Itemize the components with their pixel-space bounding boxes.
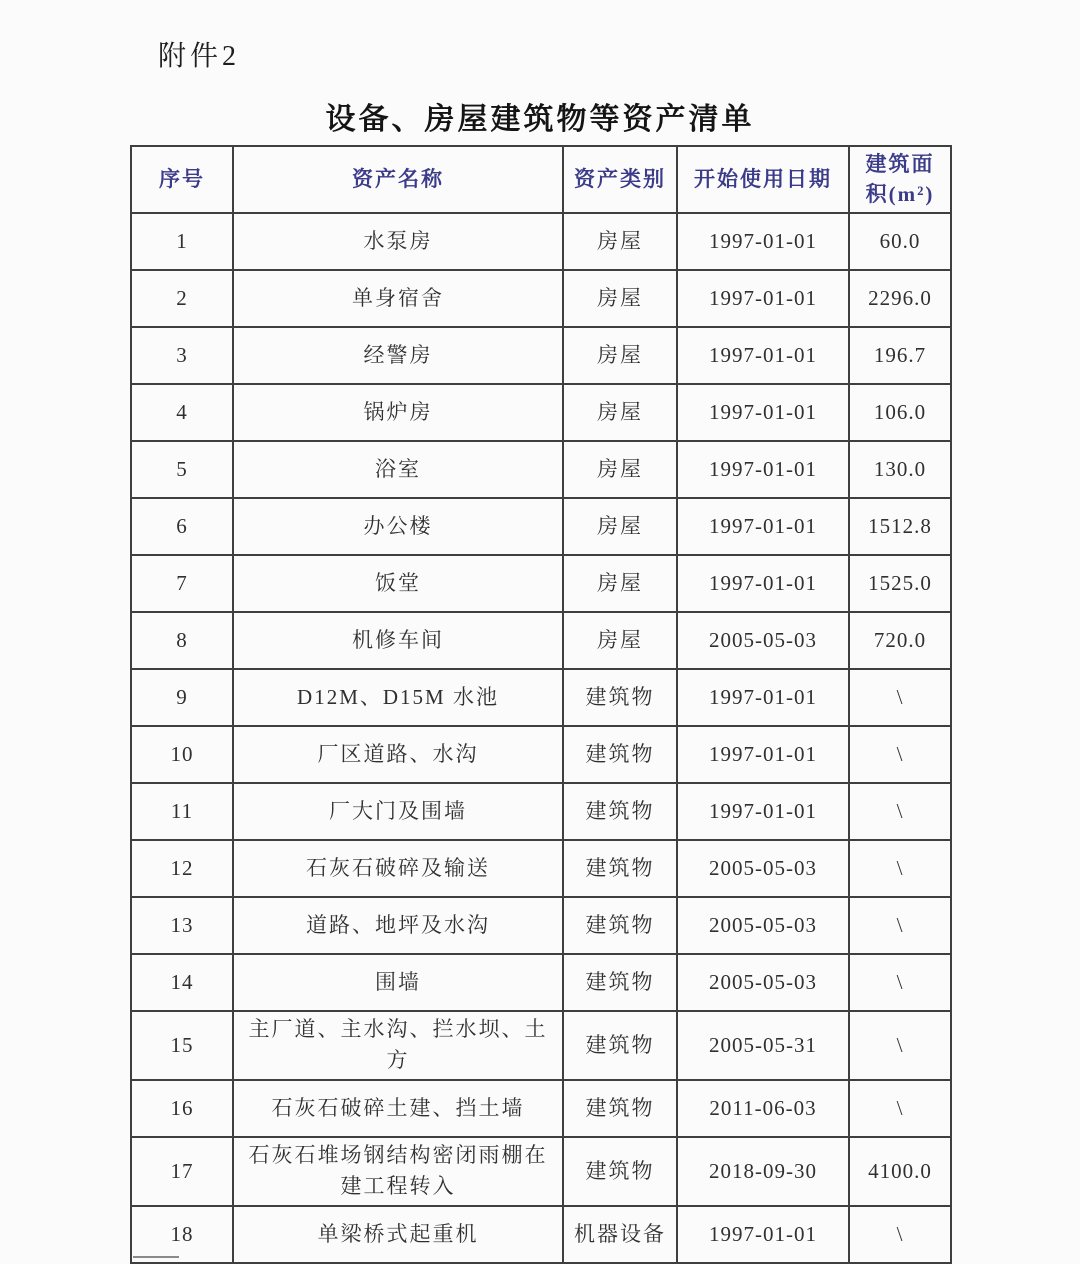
table-row [131,1011,951,1080]
cell-category: 建筑物 [563,669,677,726]
table-row [131,327,951,384]
column-header-category: 资产类别 [563,146,677,213]
cell-name: 围墙 [233,954,563,1011]
cell-date: 2005-05-03 [677,612,849,669]
cell-date: 1997-01-01 [677,555,849,612]
table-row [131,954,951,1011]
cell-name: 厂区道路、水沟 [233,726,563,783]
cell-name: 经警房 [233,327,563,384]
table-row [131,441,951,498]
cell-date: 1997-01-01 [677,669,849,726]
cell-date: 2011-06-03 [677,1080,849,1137]
cell-category: 房屋 [563,498,677,555]
cell-no: 13 [131,897,233,954]
cell-category: 建筑物 [563,954,677,1011]
scan-cutoff-line [133,1256,179,1258]
table-row [131,783,951,840]
cell-name: 厂大门及围墙 [233,783,563,840]
cell-category: 房屋 [563,213,677,270]
cell-name: D12M、D15M 水池 [233,669,563,726]
cell-no: 9 [131,669,233,726]
cell-date: 2005-05-03 [677,897,849,954]
table-row [131,726,951,783]
cell-no: 6 [131,498,233,555]
cell-name: 石灰石堆场钢结构密闭雨棚在建工程转入 [233,1137,563,1206]
table-body [131,213,951,1263]
cell-name: 饭堂 [233,555,563,612]
cell-date: 1997-01-01 [677,726,849,783]
cell-area: 1525.0 [849,555,951,612]
cell-area: \ [849,726,951,783]
table-row [131,840,951,897]
cell-area: 720.0 [849,612,951,669]
cell-no: 8 [131,612,233,669]
cell-category: 房屋 [563,327,677,384]
cell-category: 机器设备 [563,1206,677,1263]
cell-name: 浴室 [233,441,563,498]
cell-date: 2018-09-30 [677,1137,849,1206]
cell-area: 60.0 [849,213,951,270]
table-row [131,270,951,327]
cell-category: 房屋 [563,384,677,441]
cell-name: 石灰石破碎及输送 [233,840,563,897]
table-row [131,498,951,555]
cell-name: 石灰石破碎土建、挡土墙 [233,1080,563,1137]
cell-name: 机修车间 [233,612,563,669]
table-row [131,669,951,726]
cell-name: 锅炉房 [233,384,563,441]
cell-no: 10 [131,726,233,783]
cell-no: 1 [131,213,233,270]
attachment-label: 附件2 [158,41,241,72]
cell-no: 7 [131,555,233,612]
column-header-no: 序号 [131,146,233,213]
cell-area: \ [849,669,951,726]
cell-area: 2296.0 [849,270,951,327]
cell-category: 建筑物 [563,783,677,840]
cell-no: 16 [131,1080,233,1137]
cell-area: \ [849,840,951,897]
cell-date: 1997-01-01 [677,441,849,498]
cell-area: 1512.8 [849,498,951,555]
cell-no: 12 [131,840,233,897]
cell-date: 2005-05-31 [677,1011,849,1080]
column-header-date: 开始使用日期 [677,146,849,213]
cell-no: 14 [131,954,233,1011]
cell-name: 道路、地坪及水沟 [233,897,563,954]
cell-area: \ [849,954,951,1011]
cell-category: 房屋 [563,270,677,327]
cell-category: 房屋 [563,612,677,669]
table-row [131,213,951,270]
table-row [131,897,951,954]
column-header-area: 建筑面积(m²) [849,146,951,213]
cell-area: \ [849,897,951,954]
cell-category: 建筑物 [563,1080,677,1137]
table-row [131,1206,951,1263]
page-title: 设备、房屋建筑物等资产清单 [325,103,755,136]
table-row [131,1137,951,1206]
cell-area: 196.7 [849,327,951,384]
cell-category: 建筑物 [563,1011,677,1080]
cell-no: 3 [131,327,233,384]
cell-area: \ [849,783,951,840]
cell-date: 1997-01-01 [677,783,849,840]
column-header-name: 资产名称 [233,146,563,213]
cell-area: 106.0 [849,384,951,441]
cell-category: 房屋 [563,441,677,498]
cell-area: 4100.0 [849,1137,951,1206]
cell-no: 15 [131,1011,233,1080]
table-row [131,1080,951,1137]
cell-date: 2005-05-03 [677,954,849,1011]
cell-name: 主厂道、主水沟、拦水坝、土方 [233,1011,563,1080]
cell-no: 2 [131,270,233,327]
asset-table [130,145,952,1264]
cell-category: 建筑物 [563,1137,677,1206]
cell-name: 办公楼 [233,498,563,555]
cell-no: 11 [131,783,233,840]
cell-date: 1997-01-01 [677,213,849,270]
cell-name: 水泵房 [233,213,563,270]
cell-category: 房屋 [563,555,677,612]
cell-name: 单梁桥式起重机 [233,1206,563,1263]
cell-date: 2005-05-03 [677,840,849,897]
cell-no: 4 [131,384,233,441]
table-row [131,384,951,441]
cell-area: \ [849,1080,951,1137]
cell-category: 建筑物 [563,840,677,897]
cell-category: 建筑物 [563,726,677,783]
cell-area: \ [849,1206,951,1263]
cell-date: 1997-01-01 [677,1206,849,1263]
table-row [131,612,951,669]
cell-date: 1997-01-01 [677,327,849,384]
table-row [131,555,951,612]
cell-no: 5 [131,441,233,498]
cell-no: 18 [131,1206,233,1263]
cell-date: 1997-01-01 [677,498,849,555]
cell-name: 单身宿舍 [233,270,563,327]
cell-no: 17 [131,1137,233,1206]
cell-date: 1997-01-01 [677,270,849,327]
cell-area: \ [849,1011,951,1080]
cell-date: 1997-01-01 [677,384,849,441]
cell-category: 建筑物 [563,897,677,954]
cell-area: 130.0 [849,441,951,498]
table-header-row [131,146,951,213]
